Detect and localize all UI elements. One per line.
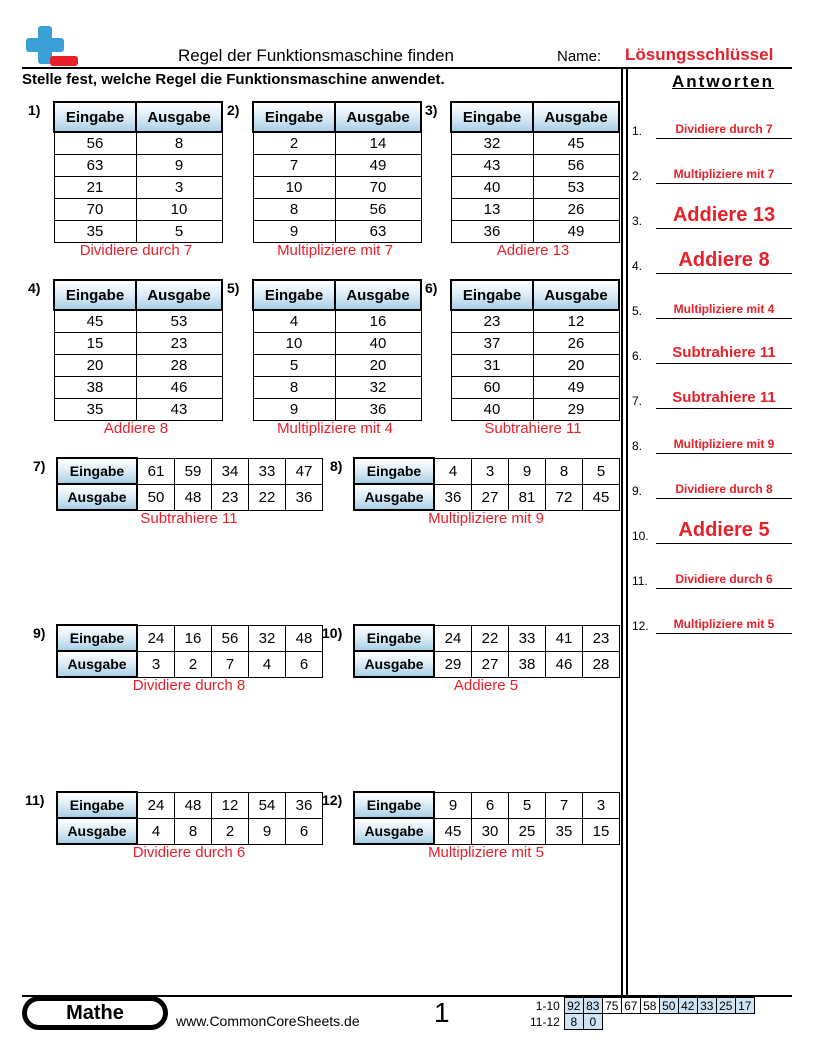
output-cell: 9 xyxy=(249,818,286,844)
output-cell: 56 xyxy=(533,155,619,177)
output-header: Ausgabe xyxy=(335,280,421,310)
input-cell: 20 xyxy=(54,355,136,377)
function-table xyxy=(450,101,620,243)
table-row xyxy=(57,625,323,651)
input-cell: 36 xyxy=(451,221,533,243)
output-cell: 7 xyxy=(212,651,249,677)
table-row xyxy=(451,221,619,243)
output-cell: 46 xyxy=(136,377,222,399)
rule-answer: Dividiere durch 8 xyxy=(132,677,246,694)
input-cell: 13 xyxy=(451,199,533,221)
score-cell: 42 xyxy=(678,998,697,1014)
table-row xyxy=(451,199,619,221)
input-cell: 3 xyxy=(583,792,620,818)
table-row xyxy=(54,155,222,177)
score-cell: 25 xyxy=(716,998,735,1014)
answer-number: 7. xyxy=(632,394,643,408)
input-cell: 4 xyxy=(434,458,472,484)
input-cell: 24 xyxy=(137,625,175,651)
output-cell: 38 xyxy=(509,651,546,677)
table-row xyxy=(54,199,222,221)
answer-value: Addiere 13 xyxy=(672,204,776,226)
table-row xyxy=(57,818,323,844)
input-cell: 6 xyxy=(472,792,509,818)
input-cell: 32 xyxy=(249,625,286,651)
input-header: Eingabe xyxy=(253,102,335,132)
table-row xyxy=(354,792,620,818)
table-row xyxy=(54,355,222,377)
table-row xyxy=(354,458,620,484)
answer-number: 3. xyxy=(632,214,643,228)
input-cell: 48 xyxy=(286,625,323,651)
answer-line xyxy=(656,363,792,364)
answer-number: 12. xyxy=(632,619,649,633)
input-header: Eingabe xyxy=(57,792,137,818)
output-cell: 4 xyxy=(137,818,175,844)
output-cell: 63 xyxy=(335,221,421,243)
score-cell: 75 xyxy=(602,998,621,1014)
problem-number: 9) xyxy=(33,625,46,641)
rule-answer: Multipliziere mit 4 xyxy=(277,420,393,437)
input-cell: 22 xyxy=(472,625,509,651)
output-cell: 81 xyxy=(509,484,546,510)
output-cell: 36 xyxy=(434,484,472,510)
function-table xyxy=(353,457,620,511)
input-cell: 8 xyxy=(253,377,335,399)
table-row xyxy=(253,399,421,421)
output-cell: 70 xyxy=(335,177,421,199)
answers-title: Antworten xyxy=(672,72,775,91)
output-cell: 36 xyxy=(335,399,421,421)
answer-line xyxy=(656,228,792,229)
output-cell: 12 xyxy=(533,310,619,333)
table-row xyxy=(253,310,421,333)
input-cell: 48 xyxy=(175,792,212,818)
input-header: Eingabe xyxy=(54,280,136,310)
answer-value: Addiere 8 xyxy=(678,249,770,271)
output-cell: 25 xyxy=(509,818,546,844)
input-cell: 31 xyxy=(451,355,533,377)
function-table xyxy=(56,791,323,845)
answer-number: 11. xyxy=(632,574,648,588)
rule-answer: Multipliziere mit 5 xyxy=(428,844,544,861)
problem-number: 10) xyxy=(322,625,343,641)
input-header: Eingabe xyxy=(54,102,136,132)
input-cell: 40 xyxy=(451,399,533,421)
answer-value: Dividiere durch 7 xyxy=(675,122,773,136)
input-cell: 41 xyxy=(546,625,583,651)
input-cell: 9 xyxy=(434,792,472,818)
input-cell: 8 xyxy=(546,458,583,484)
score-cell: 0 xyxy=(583,1014,602,1030)
score-cell: 17 xyxy=(735,998,754,1014)
output-header: Ausgabe xyxy=(57,651,137,677)
table-row xyxy=(54,221,222,243)
input-cell: 9 xyxy=(509,458,546,484)
input-cell: 36 xyxy=(286,792,323,818)
problem-number: 6) xyxy=(425,280,438,296)
table-row xyxy=(57,651,323,677)
function-table xyxy=(53,101,223,243)
table-row xyxy=(54,399,222,421)
output-cell: 3 xyxy=(137,651,175,677)
table-row xyxy=(253,333,421,355)
function-table xyxy=(53,279,223,421)
answer-line xyxy=(656,183,792,184)
output-cell: 22 xyxy=(249,484,286,510)
output-cell: 6 xyxy=(286,651,323,677)
table-row xyxy=(354,625,620,651)
input-cell: 8 xyxy=(253,199,335,221)
rule-answer: Addiere 13 xyxy=(496,242,570,259)
input-cell: 43 xyxy=(451,155,533,177)
problem-number: 4) xyxy=(28,280,41,296)
input-cell: 33 xyxy=(249,458,286,484)
answer-line xyxy=(656,318,792,319)
output-cell: 8 xyxy=(175,818,212,844)
input-cell: 60 xyxy=(451,377,533,399)
table-row xyxy=(451,155,619,177)
answer-number: 6. xyxy=(632,349,643,363)
output-cell: 26 xyxy=(533,333,619,355)
input-cell: 9 xyxy=(253,221,335,243)
output-cell: 9 xyxy=(136,155,222,177)
input-header: Eingabe xyxy=(57,625,137,651)
answer-value: Multipliziere mit 9 xyxy=(673,437,775,451)
table-row xyxy=(253,377,421,399)
input-cell: 56 xyxy=(212,625,249,651)
input-header: Eingabe xyxy=(451,280,533,310)
input-cell: 59 xyxy=(175,458,212,484)
output-header: Ausgabe xyxy=(354,484,434,510)
input-cell: 9 xyxy=(253,399,335,421)
table-row xyxy=(253,155,421,177)
output-cell: 26 xyxy=(533,199,619,221)
answer-number: 2. xyxy=(632,169,643,183)
table-row xyxy=(451,355,619,377)
answer-line xyxy=(656,498,792,499)
output-cell: 46 xyxy=(546,651,583,677)
input-cell: 32 xyxy=(451,132,533,155)
table-row xyxy=(54,377,222,399)
output-header: Ausgabe xyxy=(335,102,421,132)
input-cell: 33 xyxy=(509,625,546,651)
problem-number: 1) xyxy=(28,102,41,118)
function-table xyxy=(353,791,620,845)
output-cell: 43 xyxy=(136,399,222,421)
rule-answer: Dividiere durch 6 xyxy=(132,844,246,861)
input-cell: 21 xyxy=(54,177,136,199)
score-cell: 92 xyxy=(564,998,583,1014)
page-number: 1 xyxy=(434,997,450,1028)
input-cell: 4 xyxy=(253,310,335,333)
output-cell: 29 xyxy=(533,399,619,421)
output-cell: 45 xyxy=(434,818,472,844)
output-cell: 2 xyxy=(175,651,212,677)
function-table xyxy=(450,279,620,421)
output-cell: 4 xyxy=(249,651,286,677)
output-cell: 35 xyxy=(546,818,583,844)
table-row xyxy=(451,310,619,333)
table-row xyxy=(253,177,421,199)
answer-number: 10. xyxy=(632,529,649,543)
column-divider xyxy=(621,68,623,996)
table-row xyxy=(451,333,619,355)
answer-line xyxy=(656,273,792,274)
score-grid xyxy=(528,997,755,1030)
output-cell: 29 xyxy=(434,651,472,677)
output-header: Ausgabe xyxy=(354,651,434,677)
table-row xyxy=(253,221,421,243)
input-cell: 34 xyxy=(212,458,249,484)
input-cell: 35 xyxy=(54,399,136,421)
instructions: Stelle fest, welche Regel die Funktionsmaschine anwendet. xyxy=(22,71,445,88)
problem-number: 12) xyxy=(322,792,343,808)
output-cell: 49 xyxy=(335,155,421,177)
problem-number: 11) xyxy=(25,792,45,808)
header-divider xyxy=(22,67,792,69)
problem-number: 8) xyxy=(330,458,343,474)
input-cell: 12 xyxy=(212,792,249,818)
subject-badge: Mathe xyxy=(24,998,166,1028)
answer-value: Multipliziere mit 7 xyxy=(673,167,775,181)
score-range-label: 1-10 xyxy=(535,998,560,1013)
function-table xyxy=(252,279,422,421)
answer-line xyxy=(656,138,792,139)
output-cell: 3 xyxy=(136,177,222,199)
output-cell: 20 xyxy=(533,355,619,377)
input-cell: 10 xyxy=(253,333,335,355)
output-cell: 23 xyxy=(136,333,222,355)
input-header: Eingabe xyxy=(57,458,137,484)
table-row xyxy=(451,377,619,399)
output-cell: 14 xyxy=(335,132,421,155)
input-cell: 47 xyxy=(286,458,323,484)
function-table xyxy=(252,101,422,243)
answer-value: Addiere 5 xyxy=(678,519,770,541)
input-cell: 38 xyxy=(54,377,136,399)
output-cell: 56 xyxy=(335,199,421,221)
input-cell: 24 xyxy=(434,625,472,651)
input-cell: 5 xyxy=(253,355,335,377)
output-cell: 45 xyxy=(533,132,619,155)
answer-line xyxy=(656,588,792,589)
output-cell: 72 xyxy=(546,484,583,510)
answer-value: Subtrahiere 11 xyxy=(672,389,776,406)
output-cell: 27 xyxy=(472,484,509,510)
input-cell: 24 xyxy=(137,792,175,818)
function-table xyxy=(56,457,323,511)
rule-answer: Subtrahiere 11 xyxy=(484,420,582,437)
table-row xyxy=(354,651,620,677)
output-cell: 36 xyxy=(286,484,323,510)
answer-value: Multipliziere mit 5 xyxy=(673,617,775,631)
input-cell: 70 xyxy=(54,199,136,221)
output-header: Ausgabe xyxy=(533,280,619,310)
output-cell: 23 xyxy=(212,484,249,510)
input-header: Eingabe xyxy=(354,458,434,484)
output-cell: 2 xyxy=(212,818,249,844)
output-cell: 20 xyxy=(335,355,421,377)
score-range-label: 11-12 xyxy=(530,1014,560,1029)
output-header: Ausgabe xyxy=(533,102,619,132)
input-cell: 63 xyxy=(54,155,136,177)
output-cell: 8 xyxy=(136,132,222,155)
input-cell: 40 xyxy=(451,177,533,199)
output-cell: 28 xyxy=(136,355,222,377)
output-cell: 30 xyxy=(472,818,509,844)
input-cell: 15 xyxy=(54,333,136,355)
input-cell: 5 xyxy=(509,792,546,818)
table-row xyxy=(253,355,421,377)
score-cell: 33 xyxy=(697,998,716,1014)
output-cell: 45 xyxy=(583,484,620,510)
answer-number: 5. xyxy=(632,304,643,318)
table-row xyxy=(57,484,323,510)
input-cell: 5 xyxy=(583,458,620,484)
table-row xyxy=(57,458,323,484)
input-cell: 2 xyxy=(253,132,335,155)
name-value: Lösungsschlüssel xyxy=(625,45,774,64)
input-cell: 37 xyxy=(451,333,533,355)
answer-line xyxy=(656,453,792,454)
answer-line xyxy=(656,543,792,544)
input-cell: 7 xyxy=(546,792,583,818)
output-header: Ausgabe xyxy=(136,280,222,310)
answer-line xyxy=(656,408,792,409)
output-cell: 28 xyxy=(583,651,620,677)
output-cell: 49 xyxy=(533,377,619,399)
output-cell: 10 xyxy=(136,199,222,221)
score-cell: 50 xyxy=(659,998,678,1014)
answer-number: 9. xyxy=(632,484,643,498)
table-row xyxy=(54,333,222,355)
answer-number: 8. xyxy=(632,439,643,453)
table-row xyxy=(57,792,323,818)
answer-number: 4. xyxy=(632,259,643,273)
column-divider xyxy=(626,68,628,996)
table-row xyxy=(54,132,222,155)
table-row xyxy=(451,132,619,155)
rule-answer: Dividiere durch 7 xyxy=(79,242,193,259)
output-cell: 53 xyxy=(136,310,222,333)
answer-value: Dividiere durch 8 xyxy=(675,482,773,496)
input-header: Eingabe xyxy=(451,102,533,132)
table-row xyxy=(451,399,619,421)
plus-minus-logo-icon xyxy=(22,24,80,68)
table-row xyxy=(354,484,620,510)
input-header: Eingabe xyxy=(354,625,434,651)
rule-answer: Multipliziere mit 7 xyxy=(277,242,393,259)
table-row xyxy=(354,818,620,844)
table-row xyxy=(451,177,619,199)
input-cell: 45 xyxy=(54,310,136,333)
score-cell: 83 xyxy=(583,998,602,1014)
table-row xyxy=(54,177,222,199)
page-title: Regel der Funktionsmaschine finden xyxy=(178,46,454,65)
output-cell: 32 xyxy=(335,377,421,399)
output-cell: 16 xyxy=(335,310,421,333)
rule-answer: Multipliziere mit 9 xyxy=(428,510,544,527)
output-header: Ausgabe xyxy=(354,818,434,844)
answer-line xyxy=(656,633,792,634)
score-row xyxy=(528,998,754,1014)
problem-number: 7) xyxy=(33,458,46,474)
input-cell: 16 xyxy=(175,625,212,651)
problem-number: 5) xyxy=(227,280,240,296)
answer-value: Dividiere durch 6 xyxy=(675,572,773,586)
score-cell: 58 xyxy=(640,998,659,1014)
input-cell: 23 xyxy=(451,310,533,333)
function-table xyxy=(353,624,620,678)
rule-answer: Addiere 5 xyxy=(453,677,519,694)
score-row xyxy=(528,1014,754,1030)
output-cell: 27 xyxy=(472,651,509,677)
input-cell: 3 xyxy=(472,458,509,484)
output-cell: 53 xyxy=(533,177,619,199)
table-row xyxy=(54,310,222,333)
function-table xyxy=(56,624,323,678)
problem-number: 3) xyxy=(425,102,438,118)
output-cell: 40 xyxy=(335,333,421,355)
rule-answer: Addiere 8 xyxy=(103,420,169,437)
input-cell: 10 xyxy=(253,177,335,199)
answer-number: 1. xyxy=(632,124,643,138)
answer-value: Subtrahiere 11 xyxy=(672,344,776,361)
output-cell: 15 xyxy=(583,818,620,844)
input-cell: 56 xyxy=(54,132,136,155)
score-cell: 67 xyxy=(621,998,640,1014)
output-cell: 48 xyxy=(175,484,212,510)
output-header: Ausgabe xyxy=(57,484,137,510)
input-cell: 7 xyxy=(253,155,335,177)
input-header: Eingabe xyxy=(253,280,335,310)
input-cell: 23 xyxy=(583,625,620,651)
answer-value: Multipliziere mit 4 xyxy=(673,302,775,316)
rule-answer: Subtrahiere 11 xyxy=(140,510,238,527)
input-cell: 35 xyxy=(54,221,136,243)
output-header: Ausgabe xyxy=(57,818,137,844)
problem-number: 2) xyxy=(227,102,240,118)
input-cell: 61 xyxy=(137,458,175,484)
input-header: Eingabe xyxy=(354,792,434,818)
output-cell: 6 xyxy=(286,818,323,844)
table-row xyxy=(253,132,421,155)
output-cell: 49 xyxy=(533,221,619,243)
site-url: www.CommonCoreSheets.de xyxy=(176,1013,360,1029)
output-cell: 50 xyxy=(137,484,175,510)
output-header: Ausgabe xyxy=(136,102,222,132)
score-cell: 8 xyxy=(564,1014,583,1030)
table-row xyxy=(253,199,421,221)
name-label: Name: xyxy=(557,48,602,65)
input-cell: 54 xyxy=(249,792,286,818)
output-cell: 5 xyxy=(136,221,222,243)
